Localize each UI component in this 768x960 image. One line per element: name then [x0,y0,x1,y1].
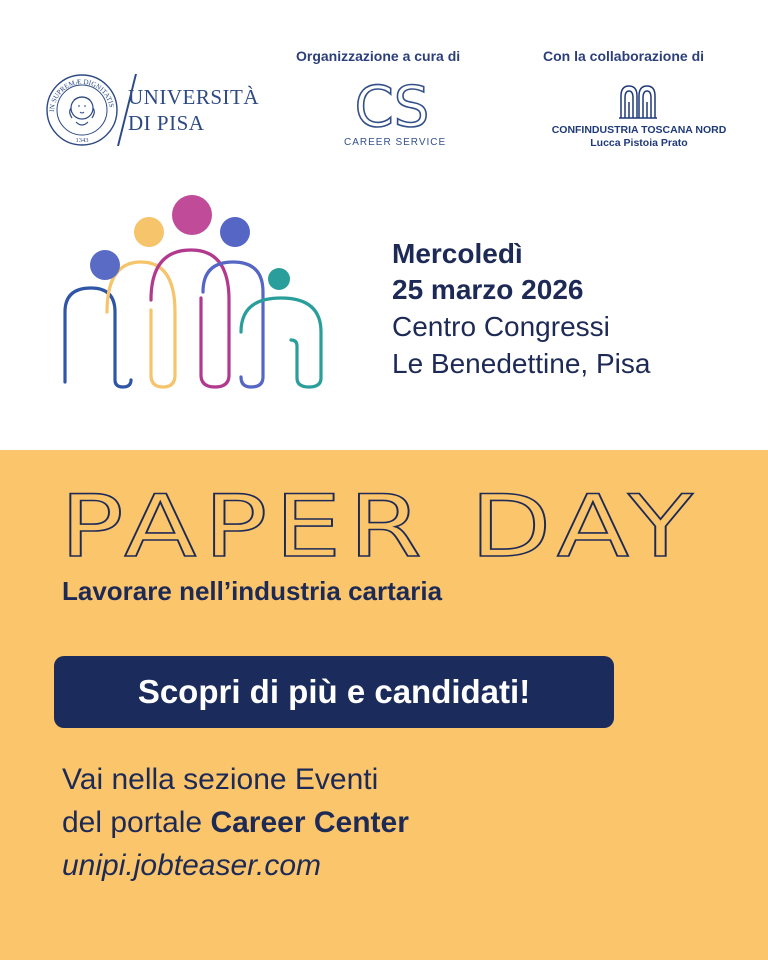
apply-button[interactable] [54,656,614,728]
instructions-line2 [62,801,409,844]
instructions-line1: Vai nella sezione Eventi [62,763,379,796]
event-venue: Centro Congressi [392,311,610,342]
people-group-icon [55,190,335,395]
instructions-line2-prefix: del portale [62,806,211,839]
career-service-logo-icon [342,80,442,132]
event-title [60,486,710,566]
apply-button-label: Scopri di più e candidati! [137,673,531,710]
organizer-caption: Organizzazione a cura di [296,48,461,64]
svg-text:IN SUPREMÆ DIGNITATIS: IN SUPREMÆ DIGNITATIS [47,77,116,113]
confindustria-logo-icon [617,82,659,120]
svg-text:1343: 1343 [75,137,89,144]
event-day: Mercoledì [392,238,523,269]
event-date: 25 marzo 2026 [392,274,584,305]
career-center-name: Career Center [210,806,409,839]
event-city: Le Benedettine, Pisa [392,348,651,379]
svg-text:CS: CS [354,80,430,132]
university-seal-icon [44,72,120,148]
university-name-line1: UNIVERSITÀ [128,85,259,109]
portal-url[interactable] [62,844,409,887]
instructions [62,758,409,887]
university-name-line2: DI PISA [128,111,205,135]
svg-text:PAPER DAY: PAPER DAY [60,486,700,566]
confindustria-name: CONFINDUSTRIA TOSCANA NORD [551,124,727,136]
event-info [392,236,752,382]
collaborator-caption: Con la collaborazione di [543,48,705,64]
university-logo [44,72,274,148]
portal-url-text: unipi.jobteaser.com [62,849,322,882]
event-subtitle: Lavorare nell’industria cartaria [62,576,443,606]
career-service-name: CAREER SERVICE [344,137,447,148]
confindustria-subtitle: Lucca Pistoia Prato [590,137,688,149]
university-name [128,84,259,136]
